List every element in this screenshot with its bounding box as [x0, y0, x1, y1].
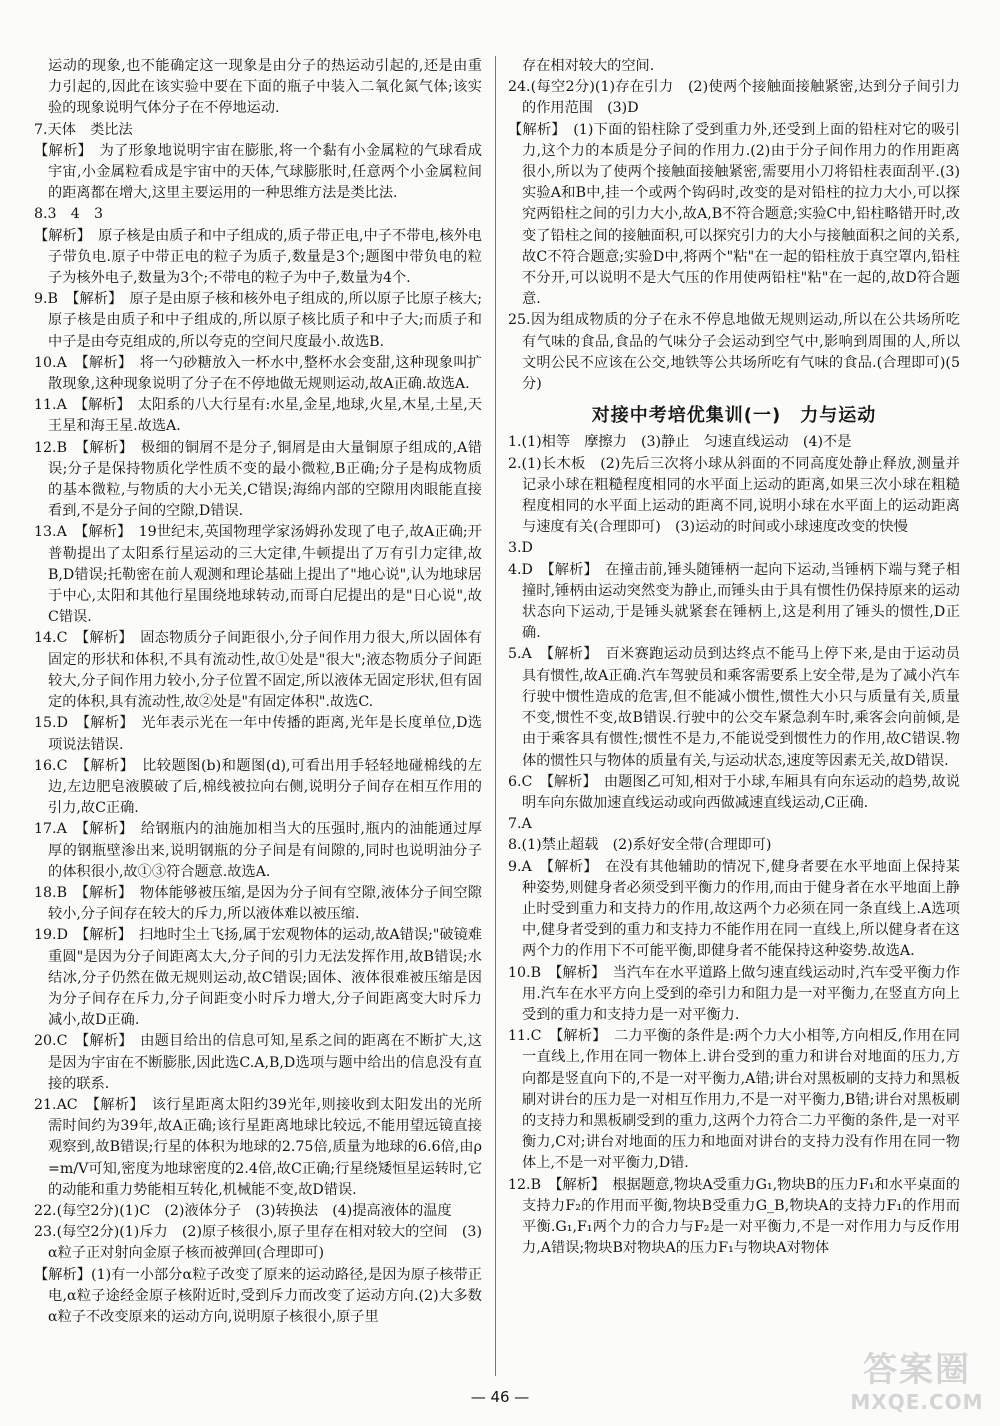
answer-paragraph: 【解析】 为了形象地说明宇宙在膨胀,将一个黏有小金属粒的气球看成宇宙,小金属粒看成是宇宙中的天体,气球膨胀时,任意两个小金属粒间的距离都在增大,这里主要运用的一种思维方法是类比法. — [34, 142, 482, 202]
answer-paragraph: 3.D — [508, 540, 533, 557]
answer-paragraph: 12.B 【解析】 极细的铜屑不是分子,铜屑是由大量铜原子组成的,A错误;分子是保持物质化学性质不变的最小微粒,B正确;分子是构成物质的基本微粒,与物质的大小无关,C错误;海绵内部的空隙用肉眼能直接看到,不是分子间的空隙,D错误. — [34, 439, 482, 520]
answer-paragraph: 8.(1)禁止超载 (2)系好安全带(合理即可) — [508, 837, 772, 854]
answer-paragraph: 11.A 【解析】 太阳系的八大行星有:水星,金星,地球,火星,木星,土星,天王星和海王星.故选A. — [34, 397, 482, 435]
right-column-top — [508, 56, 960, 395]
answer-paragraph: 【解析】 (1)下面的铅柱除了受到重力外,还受到上面的铅柱对它的吸引力,这个力的本质是分子间的作用力.(2)由于分子间作用力的作用距离很小,所以为了使两个接触面接触紧密,需要用小刀将铅柱表面刮平.(3)实验A和B中,挂一个或两个钩码时,改变的是对铅柱的拉力大小,可以探究两铅柱之间的引力大小,故A,B不符合题意;实验C中,铅柱略错开时,改变了铅柱之间的接触面积,可以探究引力的大小与接触面积之间的关系,故C不符合题意;实验D中,将两个"粘"在一起的铅柱放于真空罩内,铅柱不分开,可以说明不是大气压的作用使两铅柱"粘"在一起的,故D符合题意. — [508, 121, 960, 308]
watermark-url: MXQE.COM — [850, 1390, 984, 1414]
answer-paragraph: 存在相对较大的空间. — [522, 58, 655, 74]
right-column — [508, 56, 960, 1259]
answer-paragraph: 9.A 【解析】 在没有其他辅助的情况下,健身者要在水平地面上保持某种姿势,则健身者必须受到平衡力的作用,而由于健身者在水平地面上静止时受到重力和支持力的作用,故这两个力必须在同一条直线上.A选项中,健身者受到的重力和支持力不能作用在同一直线上,所以健身者在这两个力的作用下不可能平衡,即健身者不能保持这种姿势.故选A. — [508, 858, 960, 960]
answer-paragraph: 1.(1)相等 摩擦力 (3)静止 匀速直线运动 (4)不是 — [508, 434, 852, 451]
answer-paragraph: 15.D 【解析】 光年表示光在一年中传播的距离,光年是长度单位,D选项说法错误. — [34, 715, 482, 753]
watermark-logo — [842, 1350, 992, 1420]
answer-paragraph: 7.天体 类比法 — [34, 121, 133, 138]
right-column-bottom — [508, 432, 960, 1259]
answer-paragraph: 19.D 【解析】 扫地时尘土飞扬,属于宏观物体的运动,故A错误;"破镜难重圆"是因为分子间距离太大,分子间的引力无法发挥作用,故B错误;水结冰,分子仍然在做无规则运动,故C错误;固体、液体很难被压缩是因为分子间存在斥力,分子间距变小时斥力增大,分子间距离变大时斥力减小,故D正确. — [34, 927, 482, 1029]
answer-paragraph: 17.A 【解析】 给钢瓶内的油施加相当大的压强时,瓶内的油能通过厚厚的钢瓶壁渗出来,说明钢瓶的分子间是有间隙的,同时也说明油分子的体积很小,故①③符合题意.故选A. — [34, 821, 482, 880]
answer-paragraph: 20.C 【解析】 由题目给出的信息可知,星系之间的距离在不断扩大,这是因为宇宙在不断膨胀,因此选C.A,B,D选项与题中给出的信息没有直接的联系. — [34, 1033, 482, 1092]
answer-paragraph: 8.3 4 3 — [34, 206, 103, 223]
answer-paragraph: 【解析】(1)有一小部分α粒子改变了原来的运动路径,是因为原子核带正电,α粒子途经金原子核附近时,受到斥力而改变了运动方向.(2)大多数α粒子不改变原来的运动方向,说明原子核很小,原子里 — [34, 1266, 482, 1325]
answer-paragraph: 14.C 【解析】 固态物质分子间距很小,分子间作用力很大,所以固体有固定的形状和体积,不具有流动性,故①处是"很大";液态物质分子间距较大,分子间作用力较小,分子位置不固定,所以液体无固定形状,但有固定的体积,具有流动性,故②处是"有固定体积".故选C. — [34, 630, 482, 711]
answer-paragraph: 4.D 【解析】 在撞击前,锤头随锤柄一起向下运动,当锤柄下端与凳子相撞时,锤柄由运动突然变为静止,而锤头由于具有惯性仍保持原来的运动状态向下运动,于是锤头就紧套在锤柄上,这是利用了锤头的惯性,D正确. — [508, 561, 960, 642]
answer-paragraph: 2.(1)长木板 (2)先后三次将小球从斜面的不同高度处静止释放,测量并记录小球在粗糙程度相同的水平面上运动的距离,如果三次小球在粗糙程度相同的水平面上运动的距离不同,说明小球在水平面上的运动距离与速度有关(合理即可) (3)运动的时间或小球速度改变的快慢 — [508, 455, 960, 536]
answer-paragraph: 12.B 【解析】 根据题意,物块A受重力G₁,物块B的压力F₁和水平桌面的支持力F₂的作用而平衡,物块B受重力G_B,物块A的支持力F₁的作用而平衡.G₁,F₁两个力的合力与F₂是一对平衡力,不是一对作用力与反作用力,A错误;物块B对物块A的压力F₁与物块A对物体 — [508, 1176, 960, 1257]
left-column — [34, 56, 482, 1328]
answer-paragraph: 9.B 【解析】 原子是由原子核和核外电子组成的,所以原子比原子核大;原子核是由质子和中子组成的,所以原子核比质子和中子大;而质子和中子是由夸克组成的,所以夸克的空间尺度最小.故选B. — [34, 291, 482, 350]
answer-paragraph: 【解析】 原子核是由质子和中子组成的,质子带正电,中子不带电,核外电子带负电.原子中带正电的粒子为质子,数量是3个;题图中带负电的粒子为核外电子,数量为3个;不带电的粒子为中子,数量为4个. — [34, 227, 482, 287]
answer-paragraph: 5.A 【解析】 百米赛跑运动员到达终点不能马上停下来,是由于运动员具有惯性,故A正确.汽车驾驶员和乘客需要系上安全带,是为了减小汽车行驶中惯性造成的危害,但不能减小惯性,惯性大小只与质量有关,质量不变,惯性不变,故B错误.行驶中的公交车紧急刹车时,乘客会向前倾,是由于乘客具有惯性;惯性不是力,不能说受到惯性力的作用,故C错误.物体的惯性只与物体的质量有关,与运动状态,速度等因素无关,故D错误. — [508, 646, 960, 769]
section-heading: 对接中考培优集训(一) 力与运动 — [591, 405, 877, 427]
answer-paragraph: 10.B 【解析】 当汽车在水平道路上做匀速直线运动时,汽车受平衡力作用.汽车在水平方向上受到的牵引力和阻力是一对平衡力,在竖直方向上受到的重力和支持力是一对平衡力. — [508, 964, 960, 1023]
answer-paragraph: 13.A 【解析】 19世纪末,英国物理学家汤姆孙发现了电子,故A正确;开普勒提出了太阳系行星运动的三大定律,牛顿提出了万有引力定律,故B,D错误;托勒密在前人观测和理论基础上提出了"地心说",认为地球居于中心,太阳和其他行星围绕地球转动,而哥白尼提出的是"日心说",故C错误. — [34, 524, 482, 626]
answer-paragraph: 16.C 【解析】 比较题图(b)和题图(d),可看出用手轻轻地碰棉线的左边,左边肥皂液膜破了后,棉线被拉向右侧,说明分子间存在相互作用的引力,故C正确. — [34, 757, 482, 817]
column-divider — [495, 56, 496, 1376]
answer-paragraph: 23.(每空2分)(1)斥力 (2)原子核很小,原子里存在相对较大的空间 (3)α粒子正对射向金原子核而被弹回(合理即可) — [34, 1224, 482, 1262]
page-number: — 46 — — [470, 1388, 530, 1406]
answer-paragraph: 7.A — [508, 816, 532, 833]
answer-paragraph: 运动的现象,也不能确定这一现象是由分子的热运动引起的,还是由重力引起的,因此在该实验中要在下面的瓶子中装入二氧化氮气体;该实验的现象说明气体分子在不停地运动. — [48, 58, 482, 117]
answer-paragraph: 24.(每空2分)(1)存在引力 (2)使两个接触面接触紧密,达到分子间引力的作用范围 (3)D — [508, 79, 960, 117]
answer-paragraph: 25.因为组成物质的分子在永不停息地做无规则运动,所以在公共场所吃有气味的食品,食品的气味分子会运动到空气中,影响到周围的人,所以文明公民不应该在公交,地铁等公共场所吃有气味的食品.(合理即可)(5分) — [508, 312, 960, 393]
answer-paragraph: 11.C 【解析】 二力平衡的条件是:两个力大小相等,方向相反,作用在同一直线上,作用在同一物体上.讲台受到的重力和讲台对地面的压力,方向都是竖直向下的,不是一对平衡力,A错;讲台对黑板刷的支持力和黑板刷对讲台的压力是一对相互作用力,不是一对平衡力,B错;讲台对黑板刷的支持力和黑板刷受到的重力,这两个力符合二力平衡的条件,是一对平衡力,C对;讲台对地面的压力和地面对讲台的支持力没有作用在同一物体上,不是一对平衡力,D错. — [508, 1028, 960, 1172]
answer-paragraph: 18.B 【解析】 物体能够被压缩,是因为分子间有空隙,液体分子间空隙较小,分子间存在较大的斥力,所以液体难以被压缩. — [34, 884, 482, 923]
answer-paragraph: 10.A 【解析】 将一勺砂糖放入一杯水中,整杯水会变甜,这种现象叫扩散现象,这种现象说明了分子在不停地做无规则运动,故A正确.故选A. — [34, 354, 482, 393]
answer-paragraph: 22.(每空2分)(1)C (2)液体分子 (3)转换法 (4)提高液体的温度 — [34, 1202, 452, 1219]
watermark-text: 答案圈 — [863, 1350, 971, 1390]
answer-paragraph: 6.C 【解析】 由题图乙可知,相对于小球,车厢具有向东运动的趋势,故说明车向东做加速直线运动或向西做减速直线运动,C正确. — [508, 773, 960, 811]
answer-paragraph: 21.AC 【解析】 该行星距离太阳约39光年,则接收到太阳发出的光所需时间约为39年,故A正确;该行星距离地球比较远,不能用望远镜直接观察到,故B错误;行星的体积为地球的2.75倍,质量为地球的6.6倍,由ρ=m/V可知,密度为地球密度的2.4倍,故C正确;行星绕矮恒星运转时,它的动能和重力势能相互转化,机械能不变,故D错误. — [34, 1096, 482, 1198]
